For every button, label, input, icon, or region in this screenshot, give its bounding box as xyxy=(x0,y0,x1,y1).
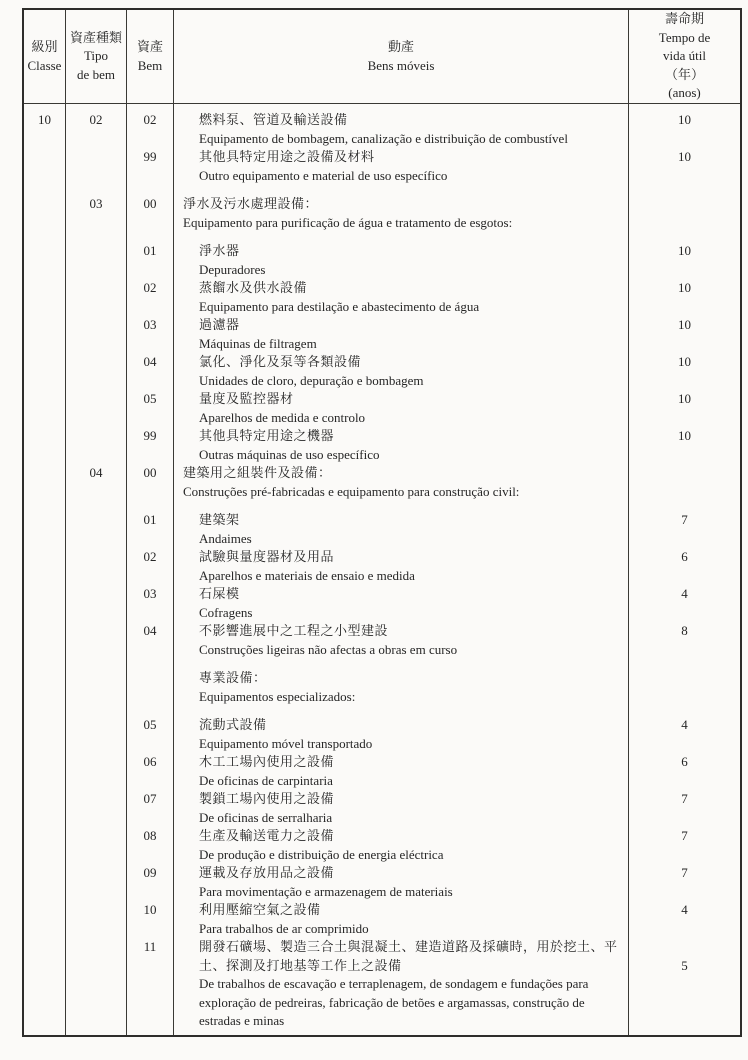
header-type-zh: 資產種類 xyxy=(69,29,122,45)
header-asset-pt: Bem xyxy=(137,57,163,73)
description-cell xyxy=(174,464,629,501)
description-pt: Construções ligeiras não afectas a obras em curso xyxy=(199,641,458,657)
description-pt: Equipamento para destilação e abastecimento de água xyxy=(199,298,480,314)
description-zh: 流動式設備 xyxy=(199,717,267,732)
useful-life-cell xyxy=(629,659,740,706)
asset-code-cell: 02 xyxy=(127,548,174,585)
type-code-cell xyxy=(66,864,127,901)
header-type-column xyxy=(66,10,127,104)
description-pt: Depuradores xyxy=(199,261,266,277)
description-pt: Equipamento móvel transportado xyxy=(199,735,373,751)
type-code-cell xyxy=(66,901,127,938)
type-code-cell xyxy=(66,790,127,827)
header-description-pt: Bens móveis xyxy=(367,57,435,73)
description-zh: 生產及輸送電力之設備 xyxy=(199,828,335,843)
description-zh: 建築架 xyxy=(199,512,240,527)
description-zh: 氯化、淨化及泵等各類設備 xyxy=(199,354,362,369)
type-code-cell xyxy=(66,753,127,790)
asset-code-cell: 01 xyxy=(127,501,174,548)
description-cell xyxy=(174,501,629,548)
description-zh: 建築用之組裝件及設備： xyxy=(183,465,332,480)
description-cell xyxy=(174,353,629,390)
type-code-cell: 02 xyxy=(66,104,127,148)
type-code-cell xyxy=(66,148,127,185)
description-zh: 燃料泵、管道及輸送設備 xyxy=(199,112,348,127)
class-code-cell xyxy=(24,548,66,585)
header-useful-life-column xyxy=(629,10,740,104)
class-code-cell xyxy=(24,585,66,622)
class-code-cell xyxy=(24,501,66,548)
useful-life-cell xyxy=(629,185,740,232)
useful-life-cell: 5 xyxy=(681,957,688,973)
class-code-cell xyxy=(24,390,66,427)
asset-code-cell: 04 xyxy=(127,353,174,390)
header-asset-zh: 資產 xyxy=(136,39,163,54)
type-code-cell xyxy=(66,279,127,316)
type-code-cell xyxy=(66,427,127,464)
description-cell xyxy=(174,427,629,464)
type-code-cell xyxy=(66,585,127,622)
description-zh: 開發石礦場、製造三合土與混凝土、建造道路及採礦時，用於挖土、平土、探測及打地基等工作上之設備 xyxy=(199,939,618,973)
asset-code-cell: 01 xyxy=(127,232,174,279)
description-zh: 其他具特定用途之設備及材料 xyxy=(199,149,375,164)
description-cell xyxy=(174,706,629,753)
description-pt: Equipamentos especializados: xyxy=(199,688,356,704)
useful-life-cell xyxy=(629,464,740,501)
useful-life-cell: 10 xyxy=(678,280,691,295)
type-code-cell xyxy=(66,622,127,659)
class-code-cell xyxy=(24,864,66,901)
useful-life-cell: 10 xyxy=(678,112,691,127)
class-code-cell xyxy=(24,790,66,827)
asset-code-cell xyxy=(127,659,174,706)
description-cell xyxy=(174,938,629,1037)
header-class-zh: 級別 xyxy=(31,39,58,54)
description-cell xyxy=(174,232,629,279)
type-code-cell xyxy=(66,390,127,427)
description-pt: De oficinas de carpintaria xyxy=(199,772,333,788)
header-life-zh: 壽命期 xyxy=(664,11,704,27)
class-code-cell: 10 xyxy=(24,104,66,148)
class-code-cell xyxy=(24,827,66,864)
useful-life-cell: 8 xyxy=(681,623,688,638)
useful-life-cell: 10 xyxy=(678,391,691,406)
asset-code-cell: 07 xyxy=(127,790,174,827)
asset-code-cell: 99 xyxy=(127,148,174,185)
description-pt: Para trabalhos de ar comprimido xyxy=(199,920,369,936)
asset-code-cell: 03 xyxy=(127,585,174,622)
class-code-cell xyxy=(24,353,66,390)
description-pt: Para movimentação e armazenagem de materiais xyxy=(199,883,453,899)
header-type-pt-line1: Tipo xyxy=(83,48,109,64)
description-cell xyxy=(174,548,629,585)
class-code-cell xyxy=(24,901,66,938)
asset-code-cell: 02 xyxy=(127,279,174,316)
type-code-cell xyxy=(66,232,127,279)
asset-code-cell: 06 xyxy=(127,753,174,790)
asset-code-cell: 03 xyxy=(127,316,174,353)
description-cell xyxy=(174,148,629,185)
useful-life-cell: 4 xyxy=(681,717,688,732)
description-pt: Equipamento para purificação de água e tratamento de esgotos: xyxy=(183,214,513,230)
description-pt: Outro equipamento e material de uso específico xyxy=(199,167,448,183)
useful-life-cell: 10 xyxy=(678,149,691,164)
description-zh: 量度及監控器材 xyxy=(199,391,294,406)
description-cell xyxy=(174,659,629,706)
class-code-cell xyxy=(24,753,66,790)
type-code-cell xyxy=(66,827,127,864)
description-cell xyxy=(174,753,629,790)
type-code-cell xyxy=(66,706,127,753)
header-class-pt: Classe xyxy=(27,57,62,73)
description-zh: 過濾器 xyxy=(199,317,240,332)
description-cell xyxy=(174,185,629,232)
useful-life-cell: 7 xyxy=(681,512,688,527)
asset-code-cell: 08 xyxy=(127,827,174,864)
description-pt: Cofragens xyxy=(199,604,253,620)
type-code-cell xyxy=(66,316,127,353)
type-code-cell xyxy=(66,501,127,548)
useful-life-cell: 7 xyxy=(681,791,688,806)
description-pt: Aparelhos de medida e controlo xyxy=(199,409,366,425)
header-class-column xyxy=(24,10,66,104)
description-zh: 蒸餾水及供水設備 xyxy=(199,280,308,295)
useful-life-cell: 10 xyxy=(678,243,691,258)
description-pt: Aparelhos e materiais de ensaio e medida xyxy=(199,567,415,583)
header-type-pt-line2: de bem xyxy=(77,66,115,82)
useful-life-cell: 6 xyxy=(681,754,688,769)
useful-life-cell: 7 xyxy=(681,828,688,843)
type-code-cell: 03 xyxy=(66,185,127,232)
description-cell xyxy=(174,790,629,827)
class-code-cell xyxy=(24,938,66,1037)
useful-life-cell: 10 xyxy=(678,354,691,369)
description-cell xyxy=(174,316,629,353)
description-pt: De produção e distribuição de energia eléctrica xyxy=(199,846,444,862)
header-life-anos: (anos) xyxy=(668,85,701,101)
description-zh: 木工工場內使用之設備 xyxy=(199,754,335,769)
type-code-cell xyxy=(66,938,127,1037)
type-code-cell: 04 xyxy=(66,464,127,501)
description-cell xyxy=(174,622,629,659)
class-code-cell xyxy=(24,622,66,659)
description-pt: Máquinas de filtragem xyxy=(199,335,317,351)
description-zh: 專業設備： xyxy=(199,670,267,685)
description-cell xyxy=(174,279,629,316)
class-code-cell xyxy=(24,279,66,316)
description-cell xyxy=(174,864,629,901)
type-code-cell xyxy=(66,548,127,585)
asset-code-cell: 00 xyxy=(127,185,174,232)
class-code-cell xyxy=(24,706,66,753)
description-zh: 試驗與量度器材及用品 xyxy=(199,549,335,564)
header-life-year: （年） xyxy=(664,66,704,82)
asset-code-cell: 09 xyxy=(127,864,174,901)
asset-code-cell: 05 xyxy=(127,390,174,427)
description-pt: De oficinas de serralharia xyxy=(199,809,333,825)
asset-code-cell: 00 xyxy=(127,464,174,501)
type-code-cell xyxy=(66,659,127,706)
header-description-zh: 動產 xyxy=(387,39,414,54)
description-zh: 其他具特定用途之機器 xyxy=(199,428,335,443)
description-pt: Andaimes xyxy=(199,530,252,546)
description-zh: 製鎖工場內使用之設備 xyxy=(199,791,335,806)
asset-code-cell: 02 xyxy=(127,104,174,148)
depreciation-table xyxy=(22,8,742,1037)
header-life-pt-line1: Tempo de xyxy=(658,29,711,45)
asset-code-cell: 11 xyxy=(127,938,174,1037)
description-zh: 淨水及污水處理設備： xyxy=(183,196,319,211)
description-cell xyxy=(174,104,629,148)
class-code-cell xyxy=(24,185,66,232)
description-zh: 石屎模 xyxy=(199,586,240,601)
asset-code-cell: 10 xyxy=(127,901,174,938)
header-life-pt-line2: vida útil xyxy=(663,48,706,64)
description-zh: 利用壓縮空氣之設備 xyxy=(199,902,321,917)
description-pt: Construções pré-fabricadas e equipamento para construção civil: xyxy=(183,483,520,499)
class-code-cell xyxy=(24,148,66,185)
description-cell xyxy=(174,827,629,864)
class-code-cell xyxy=(24,659,66,706)
asset-code-cell: 05 xyxy=(127,706,174,753)
useful-life-cell: 10 xyxy=(678,317,691,332)
description-pt: Unidades de cloro, depuração e bombagem xyxy=(199,372,424,388)
useful-life-cell: 4 xyxy=(681,586,688,601)
description-pt: Equipamento de bombagem, canalização e distribuição de combustível xyxy=(199,130,568,146)
asset-code-cell: 99 xyxy=(127,427,174,464)
useful-life-cell: 4 xyxy=(681,902,688,917)
header-asset-column xyxy=(127,10,174,104)
class-code-cell xyxy=(24,232,66,279)
description-pt: Outras máquinas de uso específico xyxy=(199,446,380,462)
header-description-column xyxy=(174,10,629,104)
useful-life-cell: 6 xyxy=(681,549,688,564)
description-zh: 不影響進展中之工程之小型建設 xyxy=(199,623,389,638)
useful-life-cell: 10 xyxy=(678,428,691,443)
type-code-cell xyxy=(66,353,127,390)
description-cell xyxy=(174,390,629,427)
class-code-cell xyxy=(24,316,66,353)
asset-code-cell: 04 xyxy=(127,622,174,659)
useful-life-cell: 7 xyxy=(681,865,688,880)
description-zh: 淨水器 xyxy=(199,243,240,258)
description-cell xyxy=(174,585,629,622)
description-pt: De trabalhos de escavação e terraplenagem, de sondagem e fundações para exploração de pedreiras, fabricação de betões e argamassas, construção de estradas e minas xyxy=(199,976,589,1028)
description-zh: 運載及存放用品之設備 xyxy=(199,865,335,880)
class-code-cell xyxy=(24,464,66,501)
description-cell xyxy=(174,901,629,938)
class-code-cell xyxy=(24,427,66,464)
